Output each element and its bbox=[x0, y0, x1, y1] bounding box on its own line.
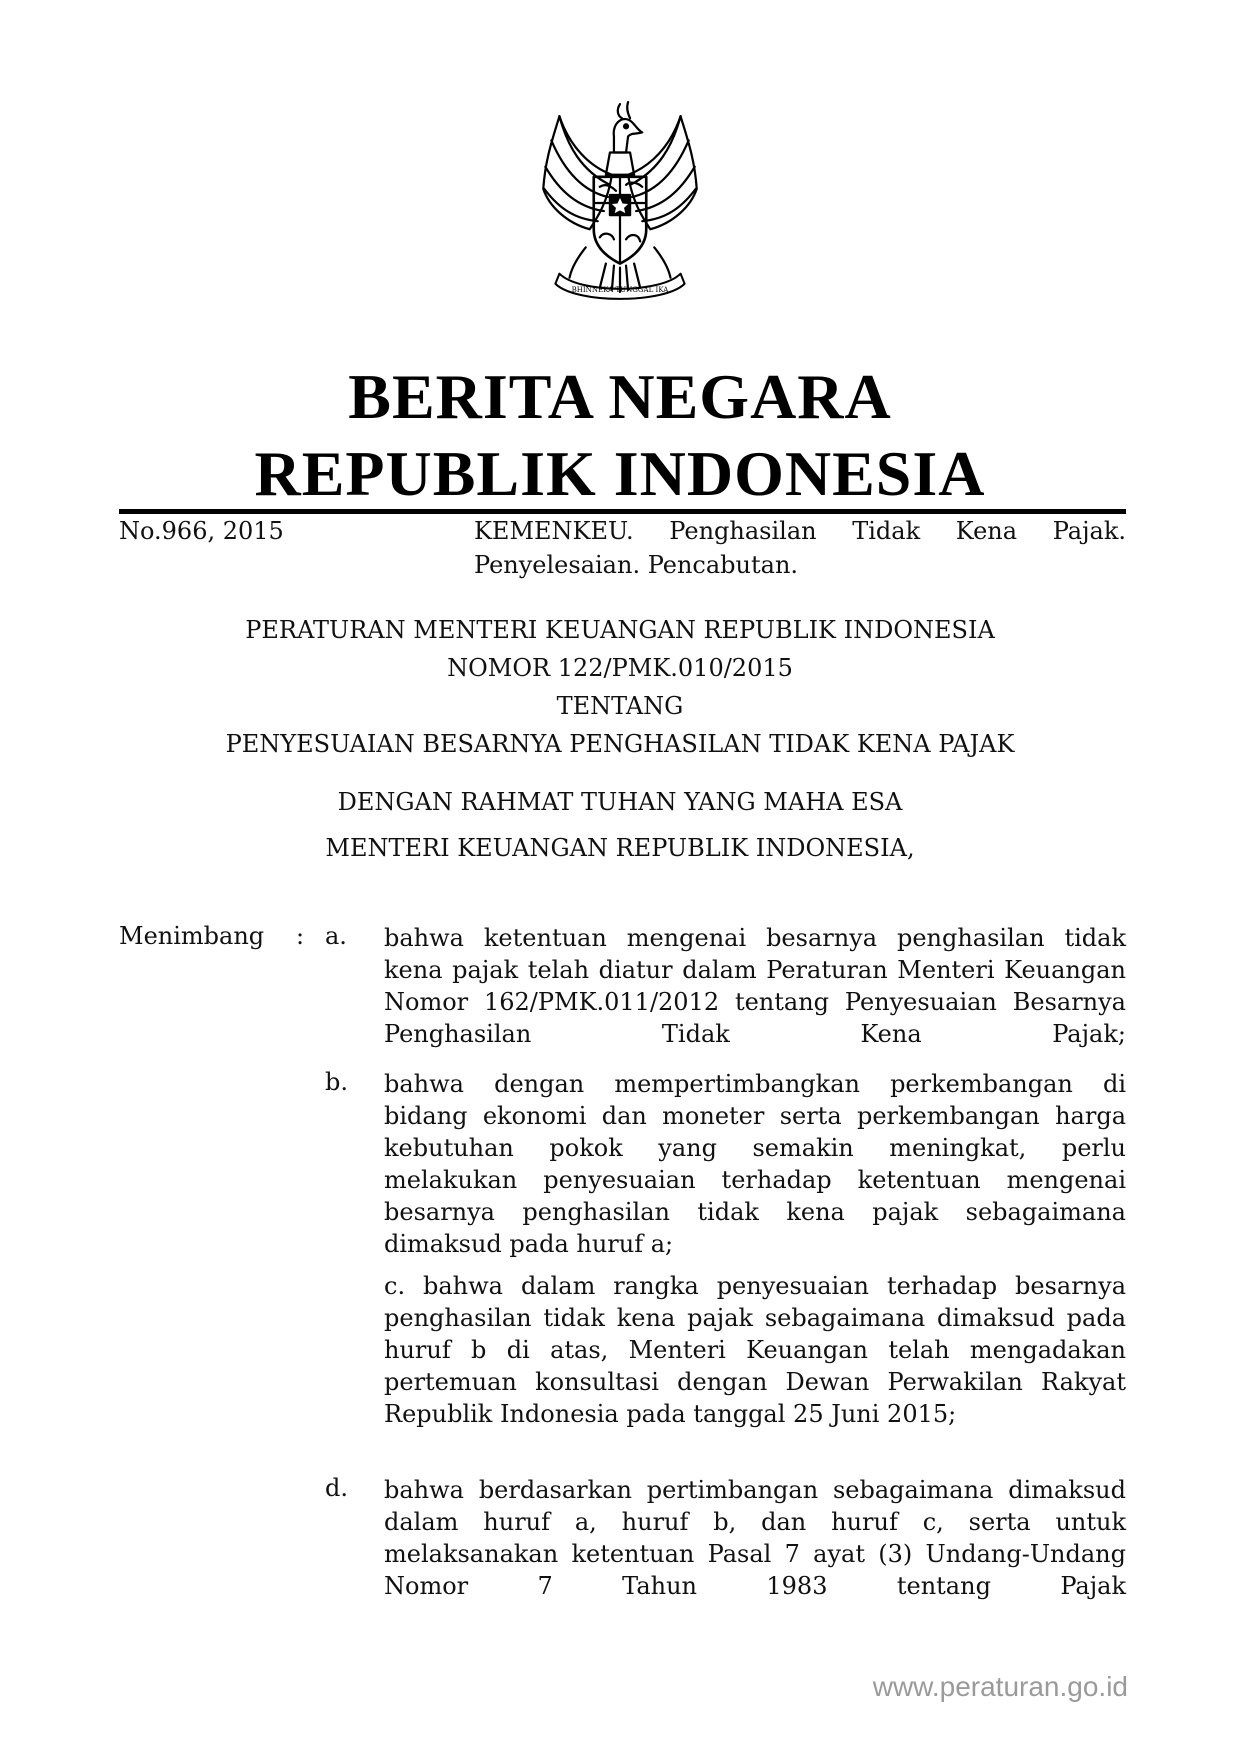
considering-item: bahwa ketentuan mengenai besarnya penghasilan tidak kena pajak telah diatur dalam Peraturan Menteri Keuangan Nomor 162/PMK.011/2012 tentang Penyesuaian Besarnya Penghasilan Tidak Kena Pajak; bbox=[384, 924, 1126, 1048]
minister-title: MENTERI KEUANGAN REPUBLIK INDONESIA, bbox=[325, 834, 915, 862]
item-marker: a. bbox=[325, 922, 347, 950]
gazette-number: No.966, 2015 bbox=[119, 517, 284, 545]
item-marker: b. bbox=[325, 1068, 348, 1096]
garuda-emblem-icon bbox=[519, 96, 721, 308]
considering-colon: : bbox=[296, 922, 305, 950]
gazette-title-line2: REPUBLIK INDONESIA bbox=[254, 438, 986, 509]
regulation-title: PERATURAN MENTERI KEUANGAN REPUBLIK INDONESIA bbox=[245, 616, 995, 644]
item-marker: d. bbox=[325, 1474, 348, 1502]
emblem-motto: BHINNEKA TUNGGAL IKA bbox=[571, 284, 669, 294]
considering-item: c. bahwa dalam rangka penyesuaian terhadap besarnya penghasilan tidak kena pajak sebagaimana dimaksud pada huruf b di atas, Menteri Keuangan telah mengadakan pertemuan konsultasi dengan Dewan Perwakilan Rakyat Republik Indonesia pada tanggal 25 Juni 2015; bbox=[384, 1272, 1126, 1428]
regulation-number: NOMOR 122/PMK.010/2015 bbox=[447, 654, 793, 682]
source-watermark: www.peraturan.go.id bbox=[872, 1671, 1128, 1702]
regulation-about: TENTANG bbox=[556, 692, 684, 720]
gazette-title-line1: BERITA NEGARA bbox=[348, 361, 892, 432]
gazette-subject: KEMENKEU. Penghasilan Tidak Kena Pajak. Penyelesaian. Pencabutan. bbox=[474, 517, 1126, 579]
regulation-subject: PENYESUAIAN BESARNYA PENGHASILAN TIDAK KENA PAJAK bbox=[225, 730, 1015, 758]
considering-item: bahwa berdasarkan pertimbangan sebagaimana dimaksud dalam huruf a, huruf b, dan huruf c, serta untuk melaksanakan ketentuan Pasal 7 ayat (3) Undang-Undang Nomor 7 Tahun 1983 tentang Pajak bbox=[384, 1476, 1126, 1600]
considering-label: Menimbang bbox=[119, 922, 265, 950]
invocation: DENGAN RAHMAT TUHAN YANG MAHA ESA bbox=[337, 788, 903, 816]
considering-item: bahwa dengan mempertimbangkan perkembangan di bidang ekonomi dan moneter serta perkembangan harga kebutuhan pokok yang semakin meningkat, perlu melakukan penyesuaian terhadap ketentuan mengenai besarnya penghasilan tidak kena pajak sebagaimana dimaksud pada huruf a; bbox=[384, 1070, 1126, 1258]
